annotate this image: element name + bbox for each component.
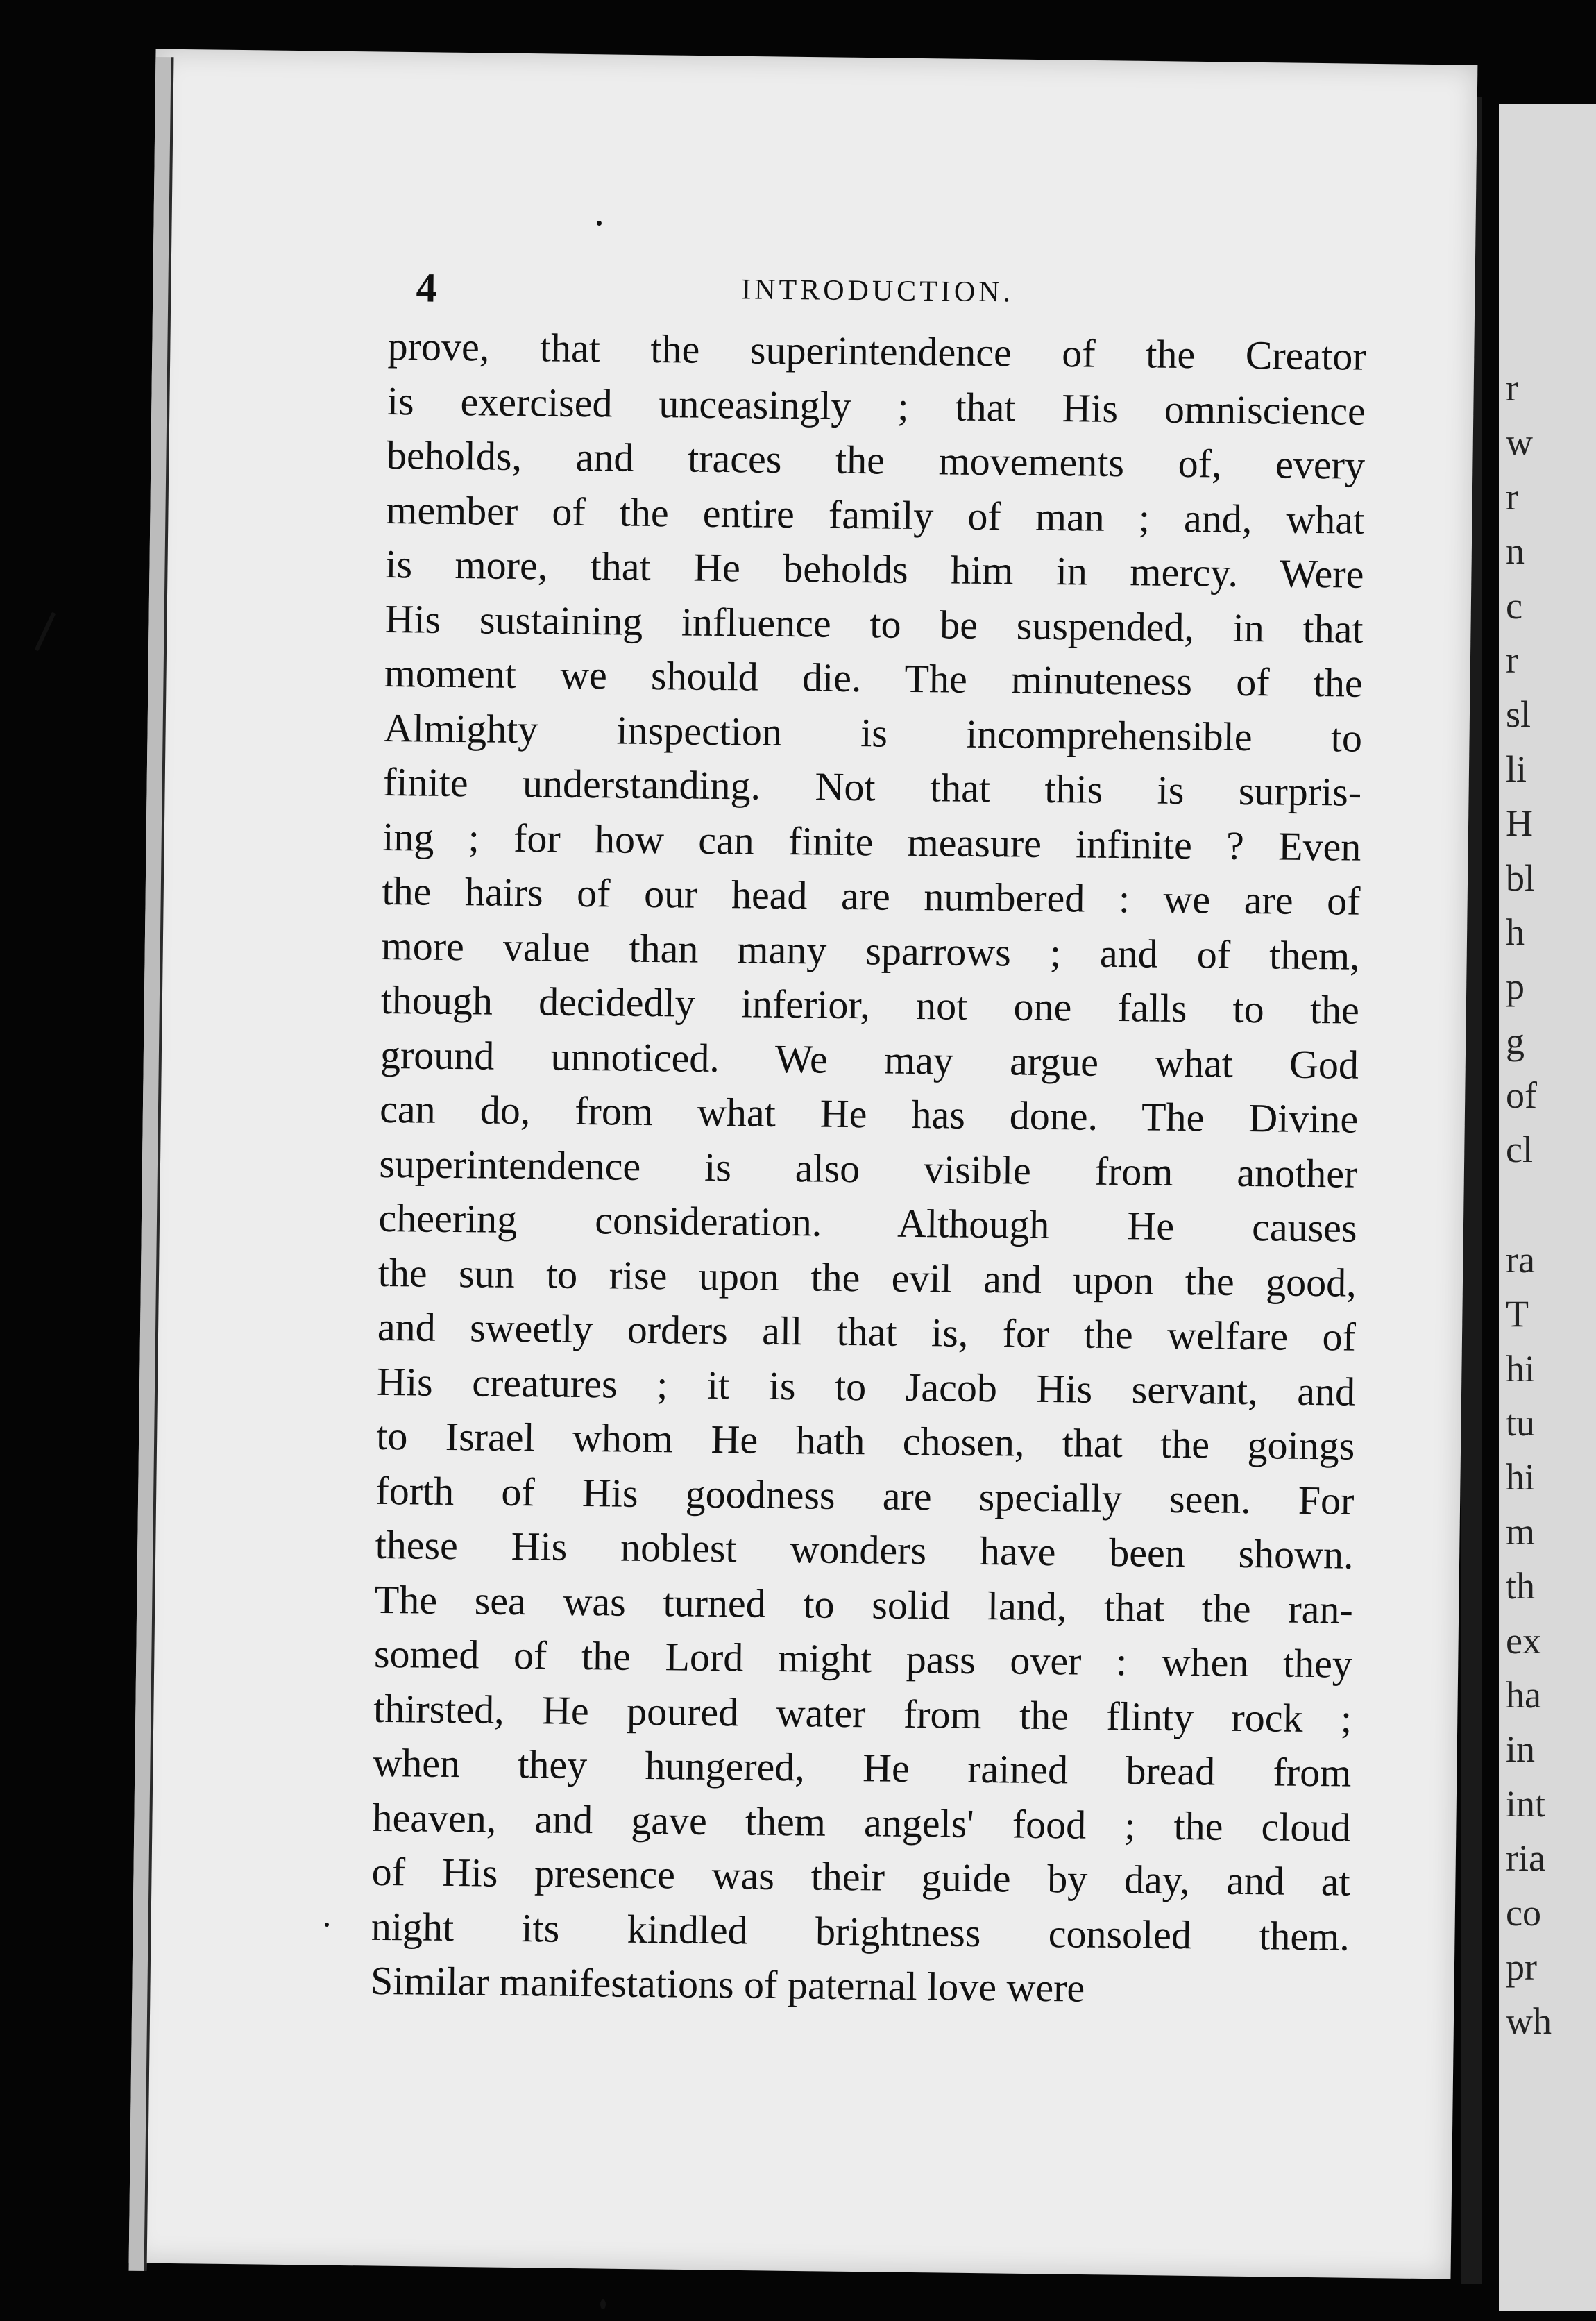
- facing-page-bottom-fragments: [1499, 1233, 1596, 2049]
- text-line: superintendence is also visible from another: [379, 1140, 1358, 1197]
- facing-page-fragment: w: [1506, 421, 1533, 464]
- text-line: moment we should die. The minuteness of the: [384, 650, 1364, 706]
- facing-page-fragment: co: [1506, 1891, 1541, 1934]
- facing-page-fragment: of: [1506, 1074, 1537, 1117]
- facing-page-fragment: h: [1506, 911, 1525, 953]
- facing-page-fragment: r: [1506, 367, 1518, 409]
- scan-speck: [597, 221, 602, 226]
- text-line: ground unnoticed. We may argue what God: [380, 1031, 1359, 1088]
- scan-speck: [325, 1923, 329, 1927]
- text-line: the sun to rise upon the evil and upon the good,: [377, 1249, 1357, 1306]
- text-line: Almighty inspection is incomprehensible to: [383, 704, 1363, 761]
- text-line: more value than many sparrows ; and of them,: [381, 922, 1360, 979]
- facing-page-fragment: int: [1506, 1782, 1546, 1825]
- text-line: to Israel whom He hath chosen, that the goings: [375, 1412, 1355, 1469]
- text-line: cheering consideration. Although He causes: [378, 1195, 1357, 1251]
- facing-page-fragment: li: [1506, 748, 1527, 790]
- facing-page-fragment: m: [1506, 1510, 1536, 1553]
- text-line: these His noblest wonders have been shown.: [375, 1521, 1354, 1578]
- text-line: member of the entire family of man ; and, what: [385, 487, 1365, 543]
- text-line: heaven, and gave them angels' food ; the cloud: [372, 1794, 1351, 1850]
- text-line: of His presence was their guide by day, and at: [371, 1848, 1351, 1905]
- text-line: and sweetly orders all that is, for the welfare of: [377, 1303, 1357, 1360]
- facing-page-fragment: n: [1506, 530, 1525, 573]
- facing-page-fragment: g: [1506, 1020, 1525, 1062]
- facing-page-top-fragments: [1499, 361, 1596, 1177]
- running-head: [388, 264, 1367, 330]
- facing-page-fragment: r: [1506, 475, 1518, 518]
- facing-page-fragment: hi: [1506, 1347, 1536, 1390]
- facing-page-fragment: in: [1506, 1728, 1536, 1771]
- text-line: though decidedly inferior, not one falls to the: [380, 977, 1360, 1033]
- facing-page-fragment: th: [1506, 1565, 1536, 1607]
- facing-page-fragment: sl: [1506, 693, 1531, 736]
- facing-page-fragment: T: [1506, 1293, 1529, 1335]
- text-line: is more, that He beholds him in mercy. Were: [385, 541, 1364, 597]
- text-line: somed of the Lord might pass over : when they: [373, 1630, 1353, 1687]
- text-line: prove, that the superintendence of the Creator: [387, 323, 1367, 379]
- text-line: forth of His goodness are specially seen. For: [375, 1467, 1355, 1524]
- text-line: night its kindled brightness consoled them.: [371, 1903, 1350, 1959]
- facing-page-fragment: cl: [1506, 1129, 1533, 1171]
- facing-page-fragment: tu: [1506, 1402, 1536, 1444]
- text-line: is exercised unceasingly ; that His omniscience: [387, 378, 1366, 434]
- text-line: His creatures ; it is to Jacob His servant, and: [376, 1358, 1356, 1415]
- page-number: 4: [416, 264, 437, 311]
- text-line: Similar manifestations of paternal love were: [370, 1957, 1085, 2011]
- text-line: His sustaining influence to be suspended, in that: [384, 596, 1364, 652]
- facing-page-fragment: wh: [1506, 2000, 1552, 2043]
- facing-page: [1499, 104, 1596, 2311]
- facing-page-fragment: hi: [1506, 1456, 1536, 1499]
- text-block: [371, 264, 1367, 2018]
- facing-page-fragment: ra: [1506, 1238, 1535, 1281]
- text-line: when they hungered, He rained bread from: [373, 1739, 1352, 1796]
- scan-speck: [600, 2299, 606, 2309]
- text-line: finite understanding. Not that this is surpris-: [382, 759, 1362, 815]
- facing-page-fragment: ha: [1506, 1673, 1541, 1716]
- body-text: [371, 319, 1366, 2018]
- facing-page-fragment: ex: [1506, 1619, 1541, 1662]
- facing-page-fragment: pr: [1506, 1946, 1537, 1988]
- facing-page-fragment: p: [1506, 965, 1525, 1008]
- text-line: can do, from what He has done. The Divine: [379, 1086, 1359, 1142]
- facing-page-fragment: c: [1506, 584, 1522, 627]
- text-line: The sea was turned to solid land, that the ran-: [374, 1576, 1354, 1632]
- text-line: beholds, and traces the movements of, every: [386, 432, 1366, 488]
- facing-page-fragment: ria: [1506, 1837, 1545, 1880]
- running-title: INTRODUCTION.: [740, 273, 1015, 309]
- text-line: the hairs of our head are numbered : we are of: [382, 868, 1361, 924]
- facing-page-fragment: bl: [1506, 856, 1536, 899]
- facing-page-fragment: H: [1506, 802, 1533, 845]
- text-line: thirsted, He poured water from the flinty rock ;: [373, 1685, 1352, 1741]
- facing-page-fragment: r: [1506, 639, 1518, 681]
- text-line: ing ; for how can finite measure infinite ? Even: [382, 813, 1361, 870]
